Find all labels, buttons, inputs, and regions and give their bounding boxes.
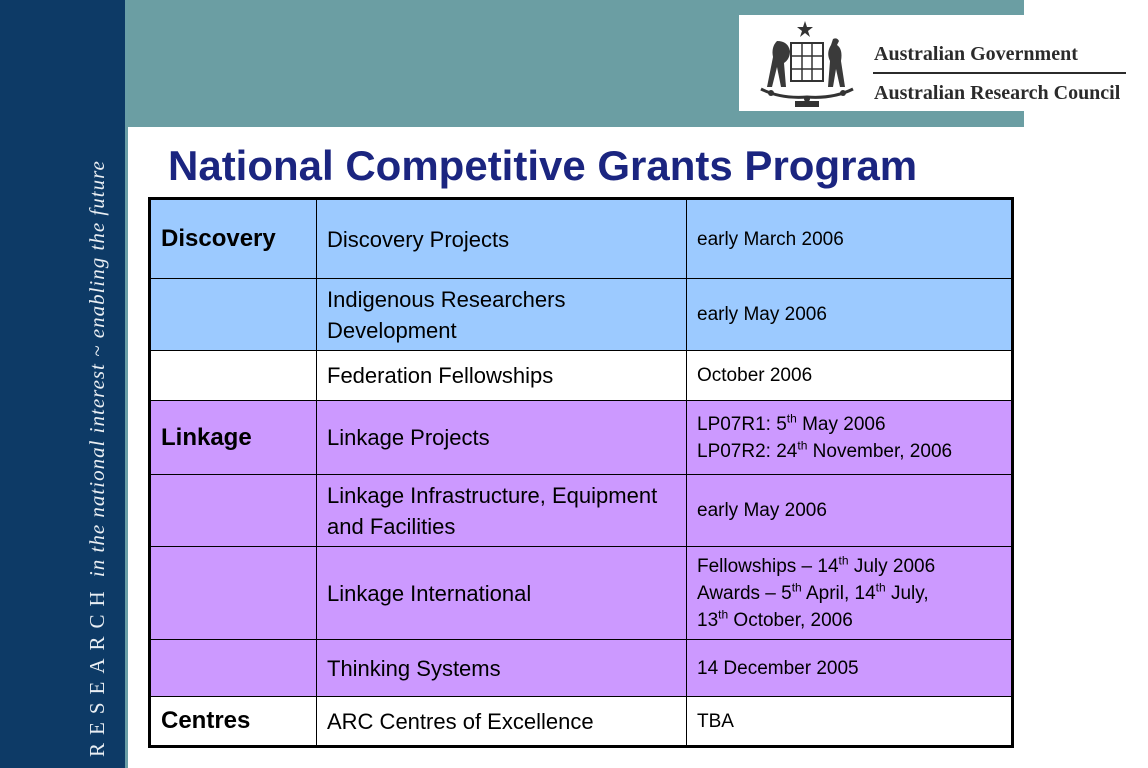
- date-line: Awards – 5th April, 14th July,: [697, 580, 929, 604]
- government-logo-panel: [739, 15, 1148, 111]
- tagline-rest: in the national interest ~ enabling the future: [85, 160, 109, 584]
- top-banner: [128, 0, 1121, 127]
- tagline-research: RESEARCH: [85, 583, 109, 757]
- category-cell: [150, 547, 317, 640]
- category-cell: Linkage: [150, 401, 317, 475]
- scheme-cell: Thinking Systems: [317, 640, 687, 697]
- table-row: [150, 475, 1013, 547]
- scheme-cell: Linkage International: [317, 547, 687, 640]
- category-cell: [150, 475, 317, 547]
- logo-divider: [873, 72, 1126, 74]
- table-row: [150, 351, 1013, 401]
- grants-table: [148, 197, 1014, 748]
- scheme-cell: Discovery Projects: [317, 199, 687, 279]
- scheme-cell: Linkage Projects: [317, 401, 687, 475]
- table-row: [150, 547, 1013, 640]
- scheme-cell: Federation Fellowships: [317, 351, 687, 401]
- table-row: [150, 279, 1013, 351]
- date-line: LP07R1: 5th May 2006: [697, 411, 886, 435]
- coat-of-arms-icon: [747, 19, 867, 109]
- table-row: [150, 697, 1013, 747]
- page-title: National Competitive Grants Program: [168, 142, 918, 189]
- table-row: [150, 401, 1013, 475]
- category-cell: Centres: [150, 697, 317, 747]
- table-row: [150, 199, 1013, 279]
- date-cell: October 2006: [687, 351, 1013, 401]
- category-cell: [150, 279, 317, 351]
- table-row: [150, 640, 1013, 697]
- scheme-cell: ARC Centres of Excellence: [317, 697, 687, 747]
- australian-government-label: Australian Government: [874, 43, 1078, 65]
- date-cell: [687, 547, 1013, 640]
- date-cell: TBA: [687, 697, 1013, 747]
- date-cell: early May 2006: [687, 279, 1013, 351]
- date-cell: early March 2006: [687, 199, 1013, 279]
- date-line: Fellowships – 14th July 2006: [697, 553, 936, 577]
- scheme-cell: Linkage Infrastructure, Equipment and Facilities: [317, 475, 687, 547]
- date-cell: 14 December 2005: [687, 640, 1013, 697]
- scheme-cell: Indigenous Researchers Development: [317, 279, 687, 351]
- left-sidebar-band: [0, 0, 128, 768]
- date-line: 13th October, 2006: [697, 607, 853, 631]
- category-cell: Discovery: [150, 199, 317, 279]
- category-cell: [150, 640, 317, 697]
- vertical-tagline: [85, 160, 110, 757]
- date-cell: [687, 401, 1013, 475]
- category-cell: [150, 351, 317, 401]
- research-council-label: Australian Research Council: [874, 82, 1121, 104]
- date-cell: early May 2006: [687, 475, 1013, 547]
- date-line: LP07R2: 24th November, 2006: [697, 438, 953, 462]
